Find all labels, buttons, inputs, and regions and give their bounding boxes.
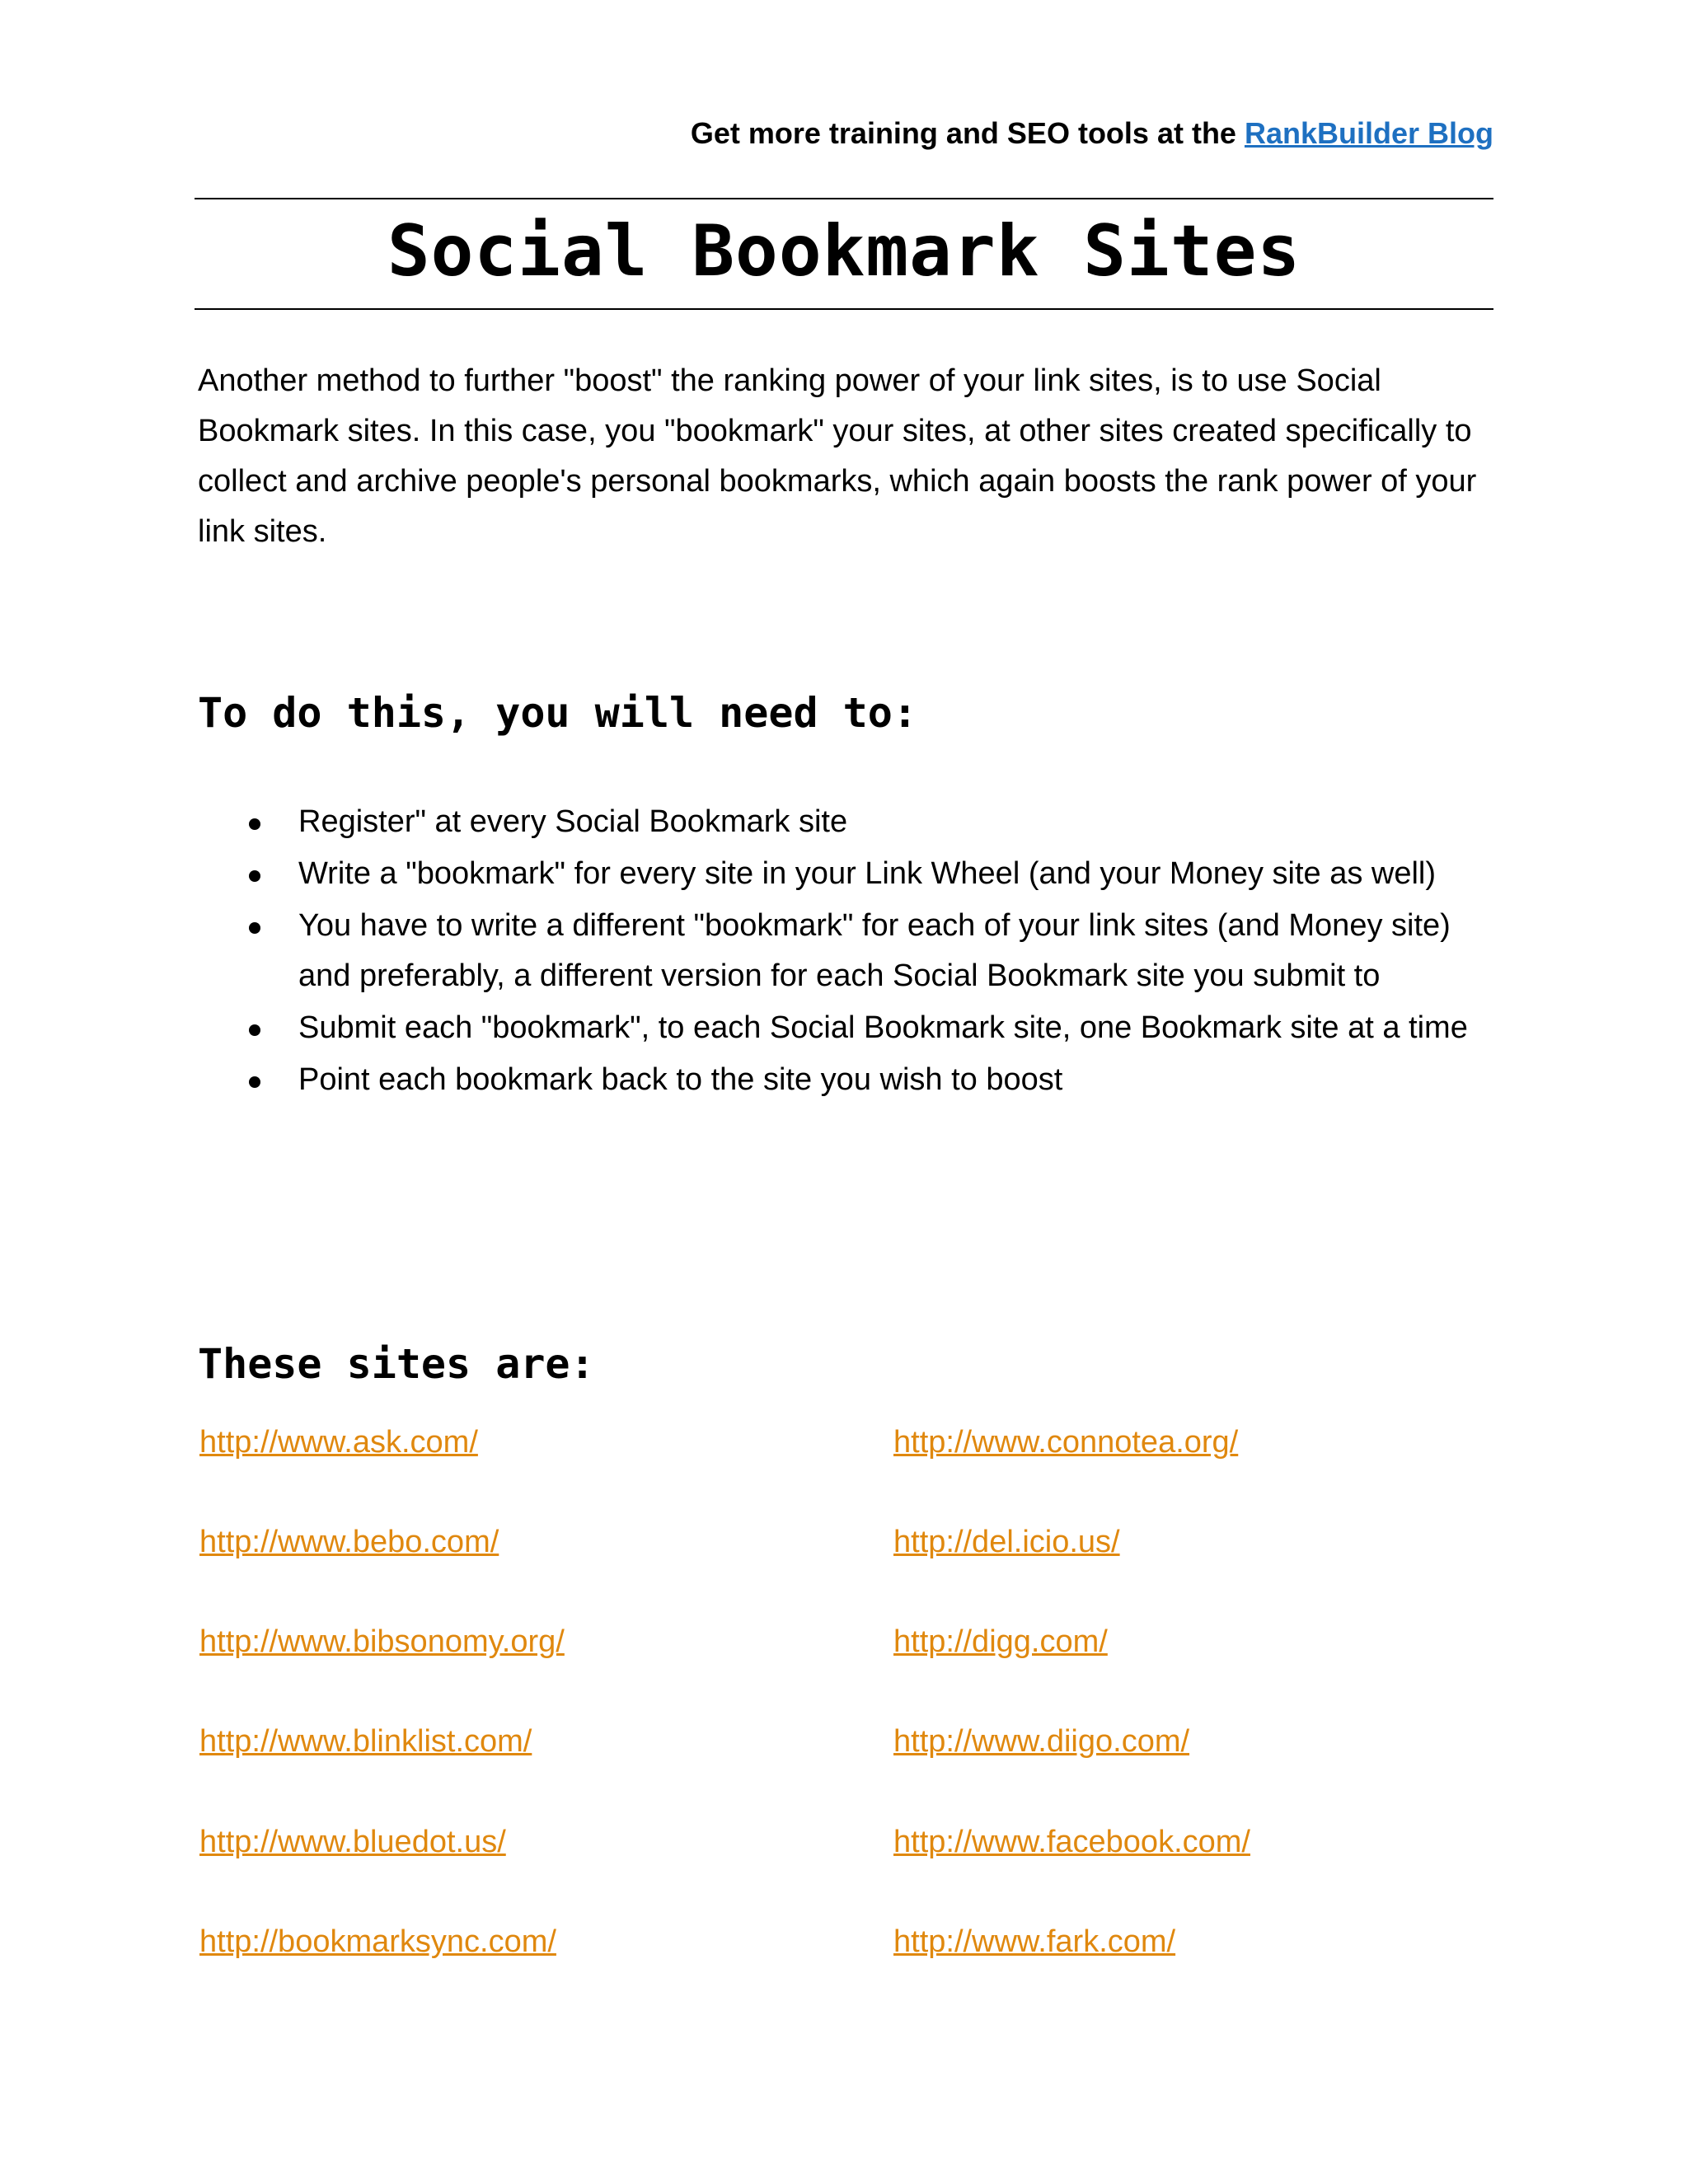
bullet-icon [249, 1076, 260, 1088]
title-rule-bottom [195, 308, 1493, 310]
site-link-connotea[interactable]: http://www.connotea.org/ [893, 1425, 1239, 1460]
header-promo [195, 115, 1493, 151]
site-link-facebook[interactable]: http://www.facebook.com/ [893, 1825, 1250, 1859]
list-item [198, 901, 1500, 1001]
page-title: Social Bookmark Sites [387, 210, 1301, 293]
bullet-icon [249, 1024, 260, 1036]
list-item-text: You have to write a different "bookmark" for each of your link sites (and Money site) and preferably, a different version for each Social Bookmark site you submit to [298, 908, 1451, 993]
bullet-icon [249, 818, 260, 830]
link-row [198, 1517, 1500, 1567]
site-link-bluedot[interactable]: http://www.bluedot.us/ [199, 1825, 506, 1859]
list-item [198, 1003, 1500, 1053]
list-item-text: Write a "bookmark" for every site in your Link Wheel (and your Money site as well) [298, 856, 1437, 891]
site-link-bebo[interactable]: http://www.bebo.com/ [199, 1525, 499, 1559]
todo-heading: To do this, you will need to: [198, 689, 917, 737]
rankbuilder-blog-link[interactable]: RankBuilder Blog [1244, 116, 1493, 150]
list-item-text: Point each bookmark back to the site you wish to boost [298, 1062, 1063, 1097]
link-row [198, 1418, 1500, 1467]
bullet-icon [249, 870, 260, 882]
bullet-icon [249, 922, 260, 934]
link-row [198, 1817, 1500, 1867]
site-link-diigo[interactable]: http://www.diigo.com/ [893, 1724, 1190, 1759]
intro-paragraph: Another method to further "boost" the ranking power of your link sites, is to use Social Bookmark sites. In this case, you "bookmark" your sites, at other sites created specifically to collect and archive people's personal bookmarks, which again boosts the rank power of your link sites. [198, 363, 1477, 549]
list-item-text: Submit each "bookmark", to each Social Bookmark site, one Bookmark site at a time [298, 1010, 1468, 1045]
header-promo-text: Get more training and SEO tools at the [690, 116, 1245, 150]
list-item [198, 1055, 1500, 1105]
site-link-delicious[interactable]: http://del.icio.us/ [893, 1525, 1120, 1559]
site-link-fark[interactable]: http://www.fark.com/ [893, 1924, 1176, 1959]
site-link-blinklist[interactable]: http://www.blinklist.com/ [199, 1724, 532, 1759]
sites-heading: These sites are: [198, 1340, 595, 1388]
list-item [198, 849, 1500, 899]
site-link-ask[interactable]: http://www.ask.com/ [199, 1425, 478, 1460]
site-link-bibsonomy[interactable]: http://www.bibsonomy.org/ [199, 1624, 565, 1659]
title-rule-top [195, 198, 1493, 199]
list-item [198, 797, 1500, 847]
site-link-digg[interactable]: http://digg.com/ [893, 1624, 1108, 1659]
todo-list [198, 797, 1500, 1107]
link-row [198, 1617, 1500, 1666]
site-link-bookmarksync[interactable]: http://bookmarksync.com/ [199, 1924, 556, 1959]
link-row [198, 1917, 1500, 1966]
list-item-text: Register" at every Social Bookmark site [298, 804, 848, 839]
link-row [198, 1717, 1500, 1766]
